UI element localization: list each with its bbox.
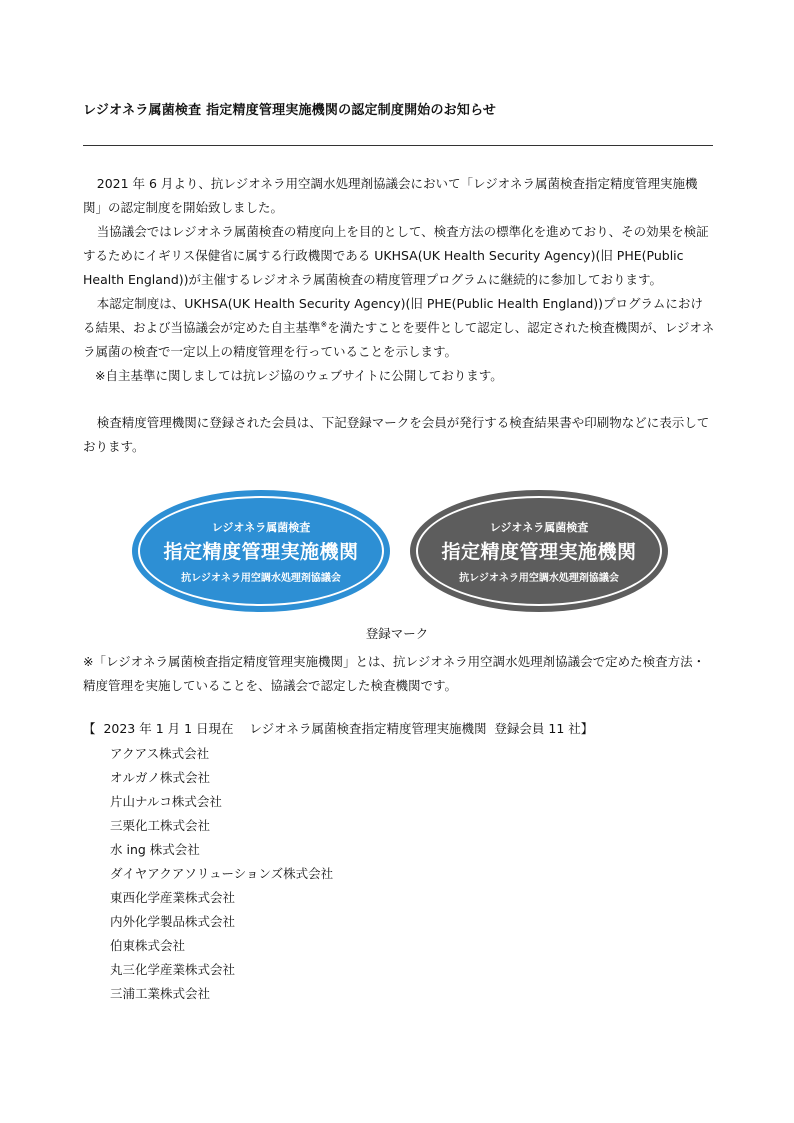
member-list-header: 【 2023 年 1 月 1 日現在 レジオネラ属菌検査指定精度管理実施機関 登録会員 11 社】: [83, 721, 594, 736]
list-item: 水 ing 株式会社: [110, 842, 200, 857]
member-list: [110, 742, 333, 1006]
list-item: 内外化学製品株式会社: [110, 914, 236, 929]
list-item: 東西化学産業株式会社: [110, 890, 236, 905]
title-divider: [83, 145, 713, 146]
list-item: オルガノ株式会社: [110, 770, 211, 785]
certification-text-before: 本認定制度は、UKHSA(UK Health Security Agency)(旧 PHE(Public Health England))プログラムにおける結果、および当協議会が定めた自主基準: [83, 296, 703, 335]
seal-bottom-text: 抗レジオネラ用空調水処理剤協議会: [181, 572, 341, 584]
seal-main-text: 指定精度管理実施機関: [441, 540, 637, 563]
list-item: 丸三化学産業株式会社: [110, 962, 236, 977]
seal-caption: 登録マーク: [365, 626, 429, 641]
certification-text-after: を満たすことを要件として認定し、認定された検査機関が、レジオネラ属菌の検査で一定以上の精度管理を行っていることを示します。: [83, 320, 715, 359]
intro-paragraph: 2021 年 6 月より、抗レジオネラ用空調水処理剤協議会において「レジオネラ属菌検査指定精度管理実施機関」の認定制度を開始致しました。: [83, 176, 698, 215]
list-item: 三浦工業株式会社: [110, 986, 211, 1001]
list-item: アクアス株式会社: [110, 746, 210, 761]
definition-note: ※「レジオネラ属菌検査指定精度管理実施機関」とは、抗レジオネラ用空調水処理剤協議会で定めた検査方法・精度管理を実施していることを、協議会で認定した検査機関です。: [83, 654, 706, 693]
registration-seal-blue: [132, 490, 390, 612]
certification-paragraph: [83, 292, 715, 364]
list-item: 片山ナルコ株式会社: [110, 794, 222, 809]
seal-top-text: レジオネラ属菌検査: [211, 520, 311, 534]
footnote-mark: ※: [320, 320, 328, 329]
purpose-paragraph: 当協議会ではレジオネラ属菌検査の精度向上を目的として、検査方法の標準化を進めており、その効果を検証するためにイギリス保健省に属する行政機関である UKHSA(UK Health Security Agency)(旧 PHE(Public Health England))が主催するレジオネラ属菌検査の精度管理プログラムに継続的に参加しております。: [83, 224, 709, 287]
page-title: レジオネラ属菌検査 指定精度管理実施機関の認定制度開始のお知らせ: [83, 103, 497, 118]
standard-note: ※自主基準に関しましては抗レジ協のウェブサイトに公開しております。: [95, 368, 503, 383]
standard-note-paragraph: [83, 364, 715, 388]
registration-seal-gray: [410, 490, 668, 612]
list-item: 伯東株式会社: [110, 938, 186, 953]
seal-main-text: 指定精度管理実施機関: [163, 540, 359, 563]
seal-bottom-text: 抗レジオネラ用空調水処理剤協議会: [459, 572, 619, 584]
list-item: 三栗化工株式会社: [110, 818, 211, 833]
list-item: ダイヤアクアソリューションズ株式会社: [110, 866, 334, 881]
mark-usage-paragraph: 検査精度管理機関に登録された会員は、下記登録マークを会員が発行する検査結果書や印刷物などに表示しております。: [83, 415, 710, 454]
seal-top-text: レジオネラ属菌検査: [489, 520, 589, 534]
